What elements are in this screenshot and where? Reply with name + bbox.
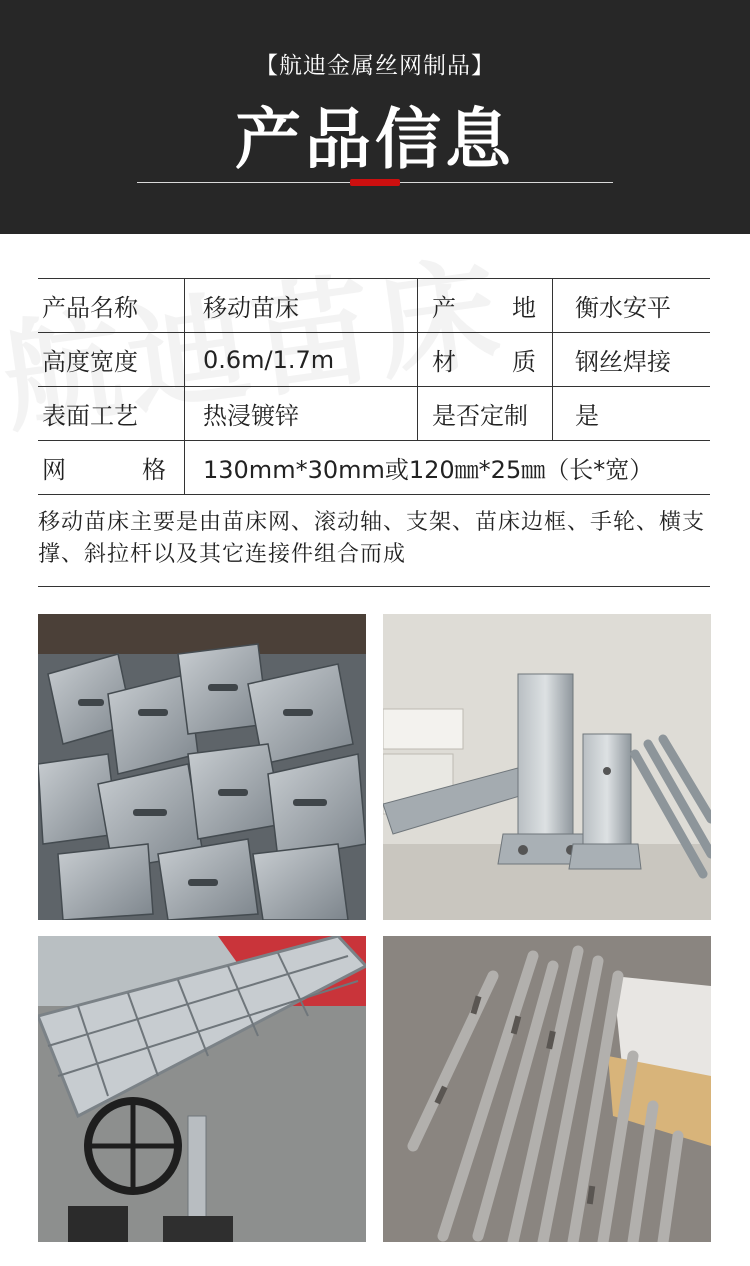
product-description: 移动苗床主要是由苗床网、滚动轴、支架、苗床边框、手轮、横支撑、斜拉杆以及其它连接件组合而成 <box>38 510 706 567</box>
header-banner <box>0 0 750 234</box>
spec-label-part: 产 <box>432 294 456 322</box>
spec-value: 衡水安平 <box>553 279 711 333</box>
spec-label <box>418 279 553 333</box>
spec-value: 是 <box>553 387 711 441</box>
spec-label-part: 网 <box>42 456 66 484</box>
description-divider <box>38 586 710 587</box>
spec-label: 产品名称 <box>38 279 185 333</box>
header-accent-bar <box>350 179 400 186</box>
spec-value: 热浸镀锌 <box>185 387 418 441</box>
page-title: 产品信息 <box>235 101 515 178</box>
spec-label-part: 格 <box>142 456 166 484</box>
spec-label <box>38 441 185 495</box>
spec-table <box>38 278 710 495</box>
spec-label: 高度宽度 <box>38 333 185 387</box>
spec-value: 130mm*30mm或120㎜*25㎜（长*宽） <box>185 441 711 495</box>
brand-name: 【航迪金属丝网制品】 <box>255 53 495 79</box>
table-row <box>38 333 710 387</box>
spec-label-part: 质 <box>512 348 536 376</box>
table-row <box>38 279 710 333</box>
spec-value: 移动苗床 <box>185 279 418 333</box>
spec-label: 是否定制 <box>418 387 553 441</box>
galvanized-brackets-pile-icon <box>38 614 366 920</box>
table-row <box>38 387 710 441</box>
spec-label <box>418 333 553 387</box>
table-row <box>38 441 710 495</box>
spec-label-part: 地 <box>512 294 536 322</box>
spec-value: 钢丝焊接 <box>553 333 711 387</box>
spec-label-part: 材 <box>432 348 456 376</box>
spec-label: 表面工艺 <box>38 387 185 441</box>
spec-value: 0.6m/1.7m <box>185 333 418 387</box>
roller-shafts-bundle-icon <box>383 936 711 1242</box>
post-base-brackets-icon <box>383 614 711 920</box>
seedbed-frame-with-handwheel-icon <box>38 936 366 1242</box>
